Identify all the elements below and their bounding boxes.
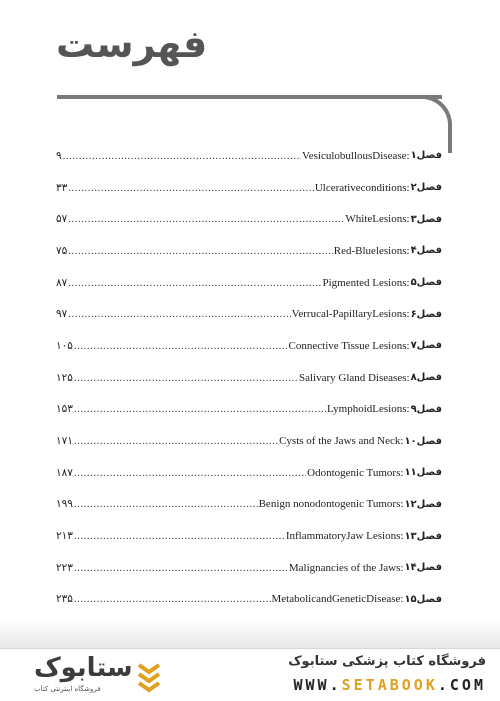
toc-entry <box>56 394 442 426</box>
toc-entry <box>56 362 442 394</box>
toc-separator: : <box>400 593 404 606</box>
toc-chapter-title: Odontogenic Tumors <box>307 466 401 479</box>
toc-page-number: ۲۱۳ <box>56 530 73 543</box>
toc-separator: : <box>406 149 410 162</box>
toc-entry <box>56 552 442 584</box>
toc-chapter-title: Pigmented Lesions <box>322 276 407 289</box>
store-name: فروشگاه کتاب پزشکی ستابوک <box>288 654 486 669</box>
table-of-contents <box>56 140 442 647</box>
toc-entry <box>56 489 442 521</box>
toc-separator: : <box>406 244 410 257</box>
title-divider <box>57 95 442 99</box>
toc-dot-leader <box>68 182 314 194</box>
url-suffix: .COM <box>437 676 486 694</box>
chevron-stack-icon <box>136 659 162 693</box>
toc-separator: : <box>406 276 410 289</box>
toc-page-number: ۱۷۱ <box>56 435 73 448</box>
toc-chapter-number: فصل۵ <box>410 277 442 289</box>
toc-chapter-title: Verrucal-PapillaryLesions <box>291 308 407 321</box>
toc-entry <box>56 267 442 299</box>
toc-dot-leader <box>74 340 288 352</box>
toc-dot-leader <box>74 593 271 605</box>
toc-entry <box>56 203 442 235</box>
store-footer <box>0 648 500 701</box>
toc-chapter-number: فصل۱۴ <box>404 562 442 574</box>
toc-entry <box>56 584 442 616</box>
toc-entry <box>56 298 442 330</box>
toc-chapter-number: فصل۹ <box>410 403 442 415</box>
toc-chapter-number: فصل۸ <box>410 372 442 384</box>
toc-chapter-title: Ulcerativeconditions <box>314 181 407 194</box>
toc-chapter-title: InflammatoryJaw Lesions <box>285 530 401 543</box>
toc-chapter-number: فصل۱۵ <box>404 593 442 605</box>
toc-dot-leader <box>74 372 298 384</box>
toc-dot-leader <box>68 213 344 225</box>
toc-chapter-number: فصل۳ <box>410 213 442 225</box>
toc-page-number: ۹۷ <box>56 308 68 321</box>
url-brand: SETABOOK <box>341 676 438 694</box>
toc-dot-leader <box>74 435 278 447</box>
toc-page-number: ۸۷ <box>56 276 68 289</box>
toc-entry <box>56 172 442 204</box>
toc-chapter-number: فصل۴ <box>410 245 442 257</box>
toc-separator: : <box>406 181 410 194</box>
toc-entry <box>56 425 442 457</box>
toc-page-number: ۱۰۵ <box>56 339 73 352</box>
logo-text: ستابوک <box>34 653 133 683</box>
toc-separator: : <box>400 561 404 574</box>
toc-entry <box>56 330 442 362</box>
toc-dot-leader <box>68 308 290 320</box>
toc-chapter-number: فصل۱۱ <box>404 467 442 479</box>
url-prefix: WWW. <box>293 676 342 694</box>
toc-dot-leader <box>63 150 301 162</box>
toc-entry <box>56 520 442 552</box>
toc-chapter-title: Red-Bluelesions <box>333 244 407 257</box>
page-bottom-shade <box>0 618 500 648</box>
toc-entry <box>56 140 442 172</box>
toc-chapter-number: فصل۲ <box>410 182 442 194</box>
toc-separator: : <box>400 435 404 448</box>
toc-page-number: ۲۳۵ <box>56 593 73 606</box>
toc-chapter-number: فصل۷ <box>410 340 442 352</box>
toc-page-number: ۵۷ <box>56 213 68 226</box>
toc-chapter-title: VesiculobullousDisease <box>302 149 407 162</box>
toc-separator: : <box>406 213 410 226</box>
toc-dot-leader <box>68 277 321 289</box>
toc-entry <box>56 235 442 267</box>
toc-chapter-number: فصل۶ <box>410 308 442 320</box>
toc-chapter-title: LymphoidLesions <box>327 403 407 416</box>
toc-dot-leader <box>68 245 333 257</box>
toc-dot-leader <box>74 562 288 574</box>
toc-separator: : <box>400 466 404 479</box>
toc-page-number: ۳۳ <box>56 181 68 194</box>
toc-separator: : <box>406 371 410 384</box>
toc-page-number: ۱۵۳ <box>56 403 73 416</box>
page-title: فهرست <box>56 22 208 66</box>
toc-chapter-number: فصل۱ <box>410 150 442 162</box>
toc-chapter-title: Salivary Gland Diseases <box>298 371 407 384</box>
store-logo[interactable] <box>8 653 168 697</box>
toc-dot-leader <box>74 467 306 479</box>
toc-page-number: ۱۲۵ <box>56 371 73 384</box>
toc-separator: : <box>406 403 410 416</box>
toc-dot-leader <box>74 403 326 415</box>
toc-page-number: ۲۲۳ <box>56 561 73 574</box>
toc-dot-leader <box>74 498 258 510</box>
toc-separator: : <box>406 339 410 352</box>
toc-dot-leader <box>74 530 285 542</box>
toc-separator: : <box>400 530 404 543</box>
toc-chapter-title: MetabolicandGeneticDisease <box>271 593 401 606</box>
store-url[interactable] <box>294 676 487 694</box>
toc-separator: : <box>400 498 404 511</box>
toc-separator: : <box>406 308 410 321</box>
toc-page-number: ۹ <box>56 149 62 162</box>
toc-page-number: ۱۸۷ <box>56 466 73 479</box>
logo-subtitle: فروشگاه اینترنتی کتاب <box>34 685 101 693</box>
toc-page-number: ۱۹۹ <box>56 498 73 511</box>
toc-chapter-title: Connective Tissue Lesions <box>288 339 407 352</box>
toc-chapter-number: فصل۱۲ <box>404 498 442 510</box>
toc-entry <box>56 457 442 489</box>
toc-chapter-number: فصل۱۰ <box>404 435 442 447</box>
toc-page-number: ۷۵ <box>56 244 68 257</box>
toc-chapter-title: Benign nonodontogenic Tumors <box>258 498 401 511</box>
toc-chapter-title: WhiteLesions <box>345 213 407 226</box>
toc-chapter-title: Malignancies of the Jaws <box>288 561 401 574</box>
toc-chapter-number: فصل۱۳ <box>404 530 442 542</box>
toc-chapter-title: Cysts of the Jaws and Neck <box>279 435 401 448</box>
